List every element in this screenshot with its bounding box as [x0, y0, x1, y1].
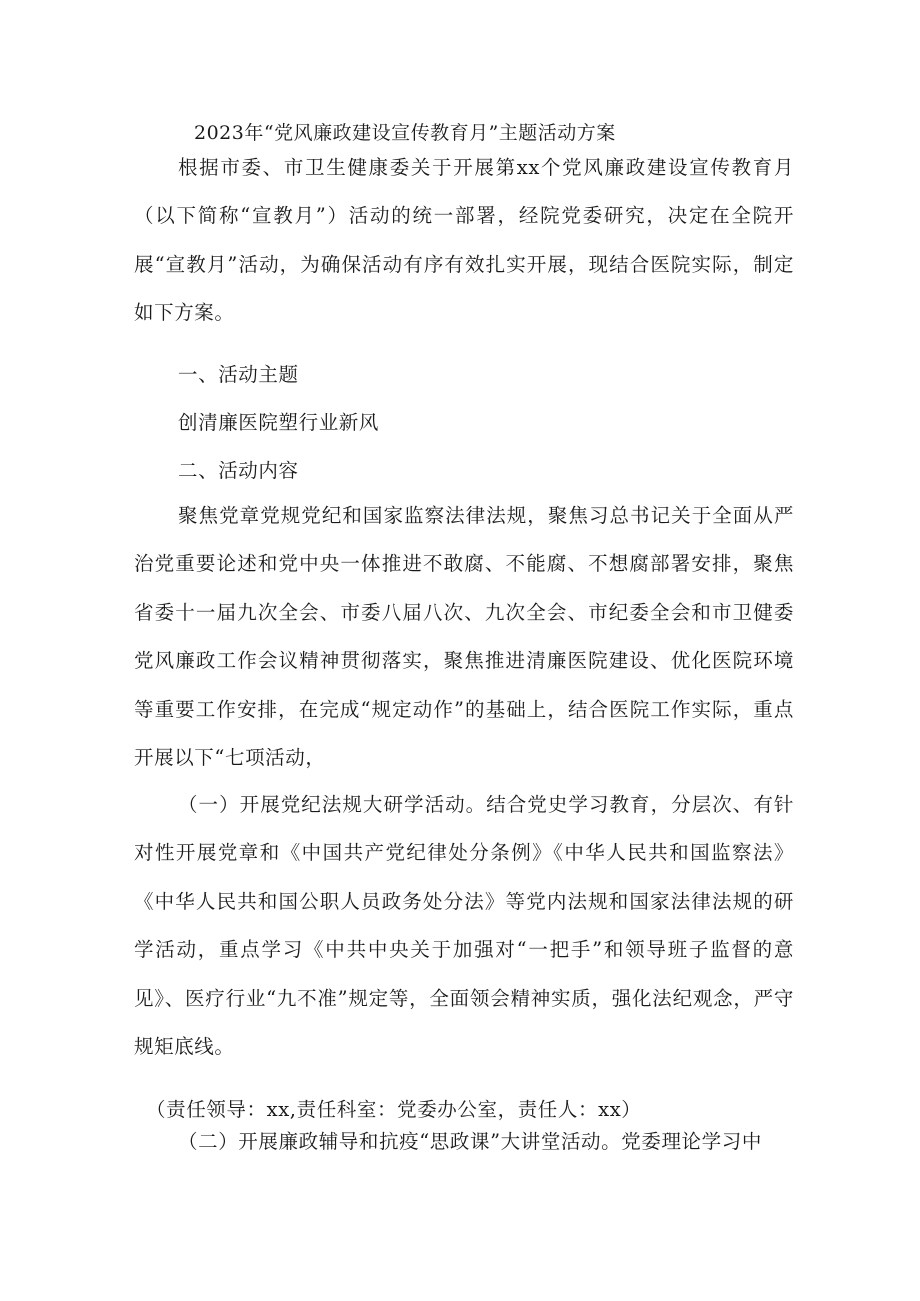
item-1-responsibility: （责任领导：xx,责任科室：党委办公室，责任人：xx） [146, 1098, 642, 1121]
section-1-theme: 创清廉医院塑行业新风 [178, 411, 380, 434]
section-1-heading: 一、活动主题 [178, 363, 299, 386]
document-title: 2023年“党风廉政建设宣传教育月”主题活动方案 [194, 122, 616, 144]
item-2-paragraph: （二）开展廉政辅导和抗疫“思政课”大讲堂活动。党委理论学习中 [178, 1130, 762, 1153]
item-1-paragraph: （一）开展党纪法规大研学活动。结合党史学习教育，分层次、有针对性开展党章和《中国共产党纪律处分条例》《中华人民共和国监察法》《中华人民共和国公职人员政务处分法》等党内法规和国家法律法规的研学活动，重点学习《中共中央关于加强对“一把手”和领导班子监督的意见》、医疗行业“九不准”规定等，全面领会精神实质，强化法纪观念，严守规矩底线。 [134, 793, 794, 1059]
section-2-paragraph: 聚焦党章党规党纪和国家监察法律法规，聚焦习总书记关于全面从严治党重要论述和党中央一体推进不敢腐、不能腐、不想腐部署安排，聚焦省委十一届九次全会、市委八届八次、九次全会、市纪委全会和市卫健委党风廉政工作会议精神贯彻落实，聚焦推进清廉医院建设、优化医院环境等重要工作安排，在完成“规定动作”的基础上，结合医院工作实际，重点开展以下“七项活动， [134, 504, 794, 770]
section-2-heading: 二、活动内容 [178, 459, 299, 482]
intro-paragraph: 根据市委、市卫生健康委关于开展第xx个党风廉政建设宣传教育月（以下简称“宣教月”）活动的统一部署，经院党委研究，决定在全院开展“宣教月”活动，为确保活动有序有效扎实开展，现结合医院实际，制定如下方案。 [134, 156, 794, 325]
